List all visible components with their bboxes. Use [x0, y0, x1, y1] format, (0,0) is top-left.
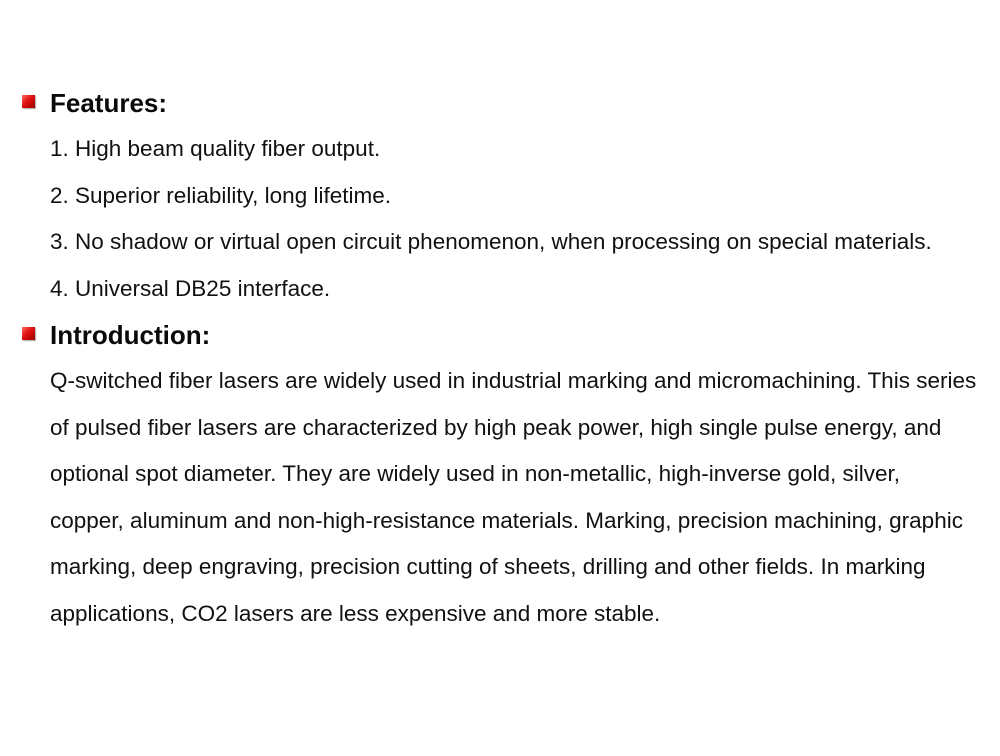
features-heading-text: Features: — [50, 88, 168, 118]
product-description — [0, 80, 1000, 637]
introduction-heading — [0, 312, 1000, 358]
red-square-bullet-icon — [22, 95, 35, 108]
introduction-heading-text: Introduction: — [50, 320, 211, 350]
red-square-bullet-icon — [22, 327, 35, 340]
features-list — [0, 126, 1000, 312]
feature-item: 1. High beam quality fiber output. — [50, 136, 381, 161]
feature-item: 3. No shadow or virtual open circuit phenomenon, when processing on special materials. — [50, 229, 932, 254]
introduction-paragraph: Q-switched fiber lasers are widely used in industrial marking and micromachining. This series of pulsed fiber lasers are characterized by high peak power, high single pulse energy, and optional spot diameter. They are widely used in non-metallic, high-inverse gold, silver, copper, aluminum and non-high-resistance materials. Marking, precision machining, graphic marking, deep engraving, precision cutting of sheets, drilling and other fields. In marking applications, CO2 lasers are less expensive and more stable. — [50, 368, 977, 626]
features-heading — [0, 80, 1000, 126]
feature-item: 2. Superior reliability, long lifetime. — [50, 182, 391, 208]
feature-item: 4. Universal DB25 interface. — [50, 275, 331, 301]
